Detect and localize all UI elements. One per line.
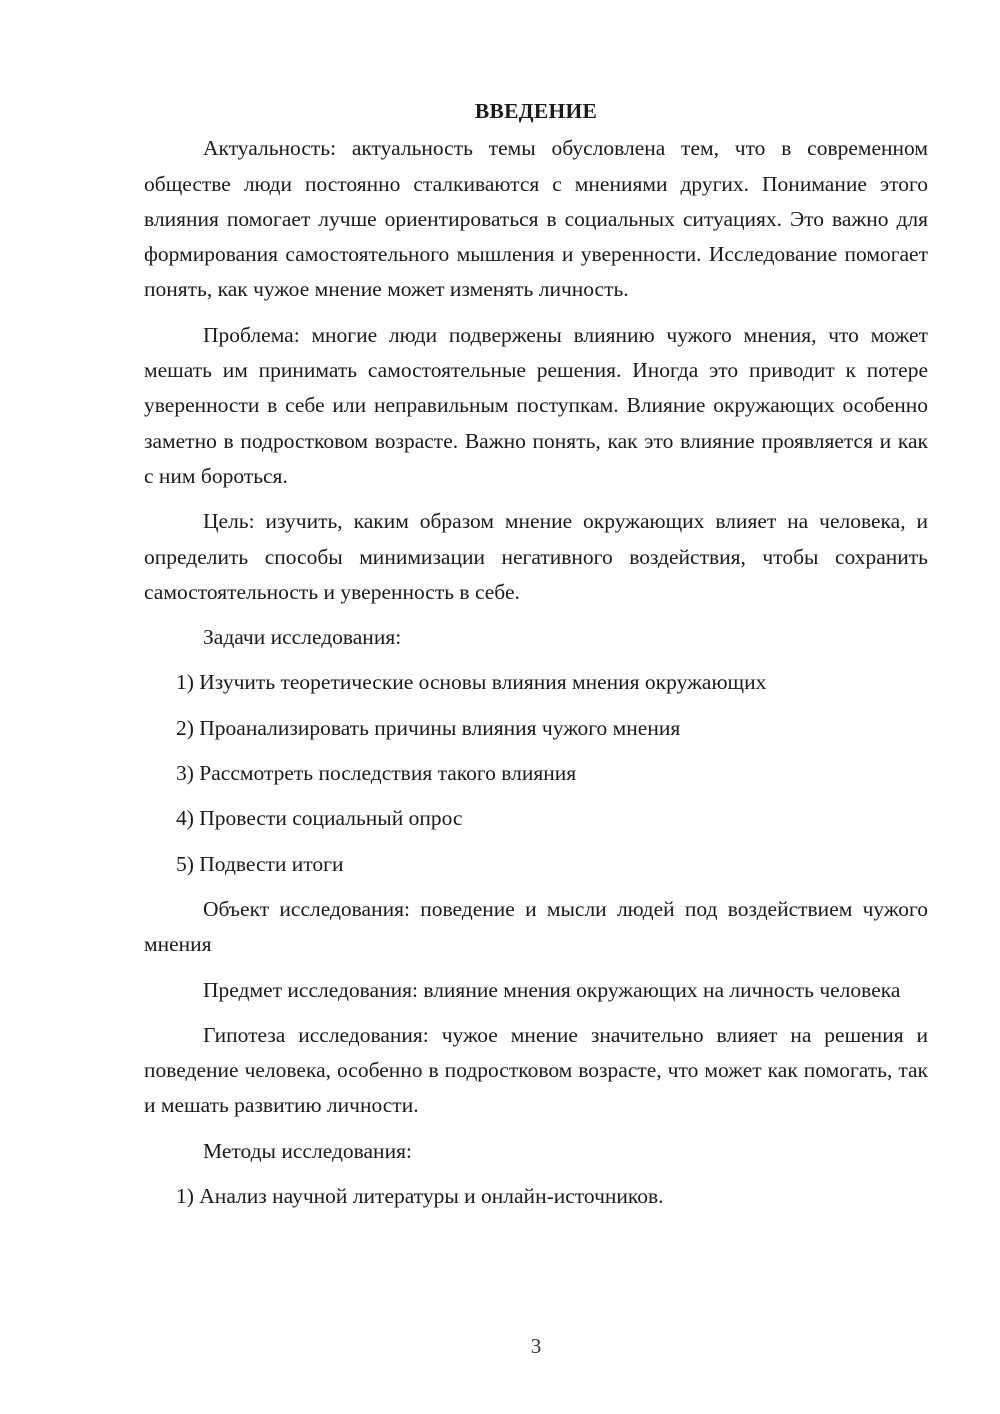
tasks-label: Задачи исследования:	[203, 625, 402, 650]
task-item: 1) Изучить теоретические основы влияния мнения окружающих	[176, 670, 767, 695]
problem-paragraph: Проблема: многие люди подвержены влиянию чужого мнения, что может мешать им принимать самостоятельные решения. Иногда это приводит к потере уверенности в себе или неправильным поступкам. Влияние окружающих особенно заметно в подростковом возрасте. Важно понять, как это влияние проявляется и как с ним бороться.	[144, 322, 928, 488]
methods-label: Методы исследования:	[203, 1138, 412, 1163]
method-item: 1) Анализ научной литературы и онлайн-источников.	[176, 1184, 664, 1209]
relevance-paragraph: Актуальность: актуальность темы обусловлена тем, что в современном обществе люди постоянно сталкиваются с мнениями других. Понимание этого влияния помогает лучше ориентироваться в социальных ситуациях. Это важно для формирования самостоятельного мышления и уверенности. Исследование помогает понять, как чужое мнение может изменять личность.	[144, 136, 928, 302]
methods-list	[144, 1179, 928, 1214]
subject-paragraph: Предмет исследования: влияние мнения окружающих на личность человека	[203, 977, 901, 1002]
hypothesis-paragraph: Гипотеза исследования: чужое мнение значительно влияет на решения и поведение человека, особенно в подростковом возрасте, что может как помогать, так и мешать развитию личности.	[144, 1022, 928, 1118]
goal-paragraph: Цель: изучить, каким образом мнение окружающих влияет на человека, и определить способы минимизации негативного воздействия, чтобы сохранить самостоятельность и уверенность в себе.	[144, 509, 928, 604]
tasks-list	[144, 665, 928, 881]
task-item: 3) Рассмотреть последствия такого влияния	[176, 761, 577, 786]
document-page	[144, 94, 928, 1224]
task-item: 4) Провести социальный опрос	[176, 806, 463, 831]
page-number: 3	[530, 1334, 542, 1358]
task-item: 5) Подвести итоги	[176, 851, 344, 876]
section-title: ВВЕДЕНИЕ	[474, 99, 598, 123]
task-item: 2) Проанализировать причины влияния чужого мнения	[176, 715, 681, 740]
object-paragraph: Объект исследования: поведение и мысли людей под воздействием чужого мнения	[144, 896, 928, 957]
